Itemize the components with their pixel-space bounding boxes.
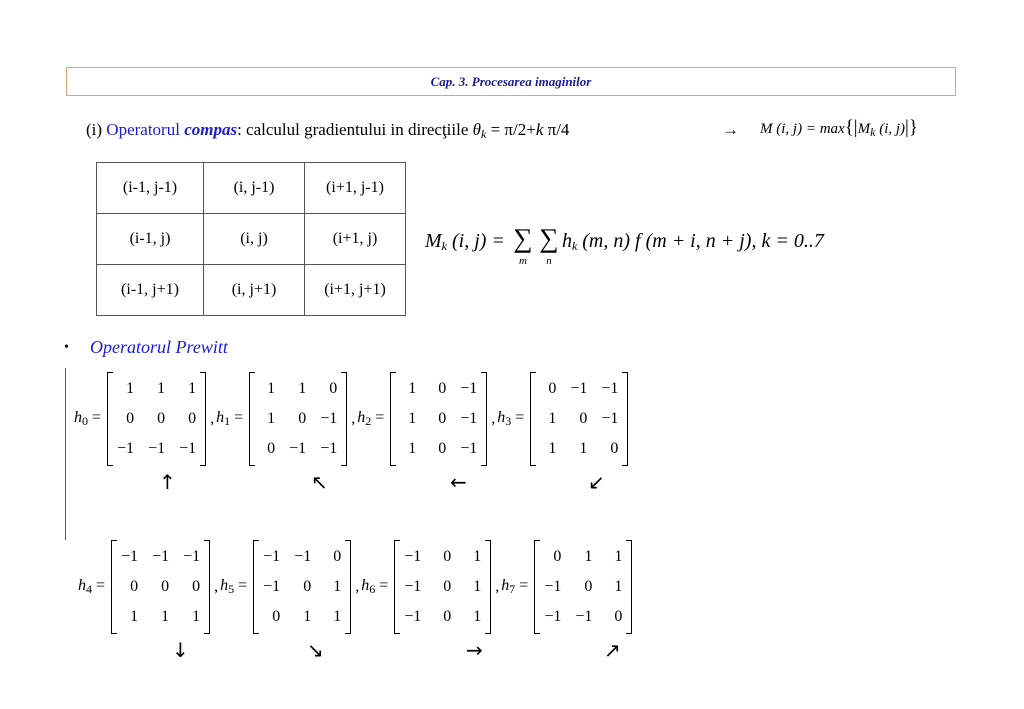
- matrix-cell: 0: [329, 380, 338, 397]
- intro-k-var: k: [535, 120, 544, 139]
- matrix-separator: ,: [355, 578, 360, 595]
- arrow-left-icon: ←: [450, 470, 467, 494]
- matrix-label-sub: 3: [505, 414, 512, 428]
- matrix-cell: 1: [408, 440, 417, 457]
- matrix-label-name: h: [74, 409, 82, 426]
- matrix-cell: −1: [601, 410, 619, 427]
- neighborhood-table: [96, 162, 406, 316]
- matrix-label-sub: 1: [224, 414, 231, 428]
- matrix-cell: 0: [438, 380, 447, 397]
- matrix-separator: ,: [495, 578, 500, 595]
- matrix-cell: −1: [320, 410, 338, 427]
- matrix-cell: 0: [298, 410, 307, 427]
- matrix-label: [78, 577, 105, 597]
- table-cell: (i, j-1): [204, 163, 305, 214]
- matrix-equals: =: [511, 409, 525, 426]
- matrix-cell: 0: [303, 578, 312, 595]
- matrix-cell: 1: [126, 380, 135, 397]
- matrix-label-sub: 6: [369, 582, 376, 596]
- matrix-label-sub: 4: [86, 582, 92, 596]
- max-formula-m: M: [857, 121, 871, 137]
- matrix-label-sub: 0: [82, 414, 88, 428]
- matrix-cell: 0: [157, 410, 166, 427]
- matrix-cell: −1: [183, 548, 201, 565]
- matrix-cell: 0: [333, 548, 342, 565]
- matrix-row-bottom: [78, 540, 632, 634]
- vertical-divider: [65, 368, 66, 540]
- matrix-cell: 0: [438, 410, 447, 427]
- matrix-label-name: h: [220, 577, 229, 594]
- matrix-equals: =: [375, 577, 389, 594]
- intro-operator-word: Operatorul: [106, 120, 185, 139]
- matrix-label-sub: 5: [228, 582, 235, 596]
- matrix-cell: −1: [544, 578, 562, 595]
- table-cell: (i+1, j+1): [305, 265, 406, 316]
- matrix-cell: −1: [320, 440, 338, 457]
- arrow-up-right-icon: ↗: [604, 638, 621, 662]
- table-cell: (i, j): [204, 214, 305, 265]
- matrix-equals: =: [88, 409, 102, 426]
- matrix-cell: −1: [575, 608, 593, 625]
- matrix-cell: −1: [460, 440, 478, 457]
- arrow-down-icon: ↓: [172, 638, 189, 662]
- prewitt-title: Operatorul Prewitt: [90, 337, 228, 357]
- matrix-cell: 1: [408, 410, 417, 427]
- matrix-cell: −1: [404, 608, 422, 625]
- sum-m: [510, 223, 536, 267]
- matrix-cell: 0: [614, 608, 623, 625]
- matrix-equals: =: [515, 577, 529, 594]
- mk-m-sub: k: [441, 239, 447, 253]
- matrix-label-name: h: [216, 409, 225, 426]
- matrix-label-sub: 7: [509, 582, 516, 596]
- matrix-h3: [530, 372, 628, 466]
- mk-h-sub: k: [571, 239, 578, 253]
- max-formula: [760, 117, 918, 140]
- table-cell: (i-1, j): [97, 214, 204, 265]
- matrix-cell: −1: [289, 440, 307, 457]
- intro-theta: θ: [472, 120, 481, 139]
- matrix-h5: [253, 540, 351, 634]
- matrix-h1: [249, 372, 347, 466]
- arrow-right-icon: →: [466, 638, 483, 662]
- table-row: [97, 265, 406, 316]
- matrix-row-top: [74, 372, 628, 466]
- matrix-cell: 1: [579, 440, 588, 457]
- matrix-cell: −1: [294, 548, 312, 565]
- matrix-cell: 0: [548, 380, 557, 397]
- matrix-cell: −1: [148, 440, 166, 457]
- matrix-cell: 1: [267, 410, 276, 427]
- matrix-cell: 1: [548, 440, 557, 457]
- matrix-cell: −1: [570, 380, 588, 397]
- matrix-cell: 1: [161, 608, 170, 625]
- matrix-cell: 1: [614, 548, 623, 565]
- matrix-separator: ,: [214, 578, 219, 595]
- matrix-label-sub: 2: [365, 414, 372, 428]
- sum-n: [536, 223, 562, 267]
- matrix-label-name: h: [501, 577, 510, 594]
- matrix-cell: 1: [548, 410, 557, 427]
- matrix-cell: −1: [601, 380, 619, 397]
- matrix-cell: 1: [333, 608, 342, 625]
- matrix-label-name: h: [497, 409, 506, 426]
- max-formula-args: (i, j): [875, 121, 906, 137]
- matrix-cell: 1: [614, 578, 623, 595]
- arrow-up-left-icon: ↖: [311, 470, 328, 494]
- matrix-cell: −1: [117, 440, 135, 457]
- matrix-cell: 1: [130, 608, 139, 625]
- matrix-label: [357, 409, 384, 429]
- matrix-cell: 1: [473, 548, 482, 565]
- arrow-right-icon: →: [722, 120, 739, 139]
- sum-symbol-n: ∑: [539, 223, 559, 253]
- matrix-cell: 1: [157, 380, 166, 397]
- matrix-cell: 1: [333, 578, 342, 595]
- matrix-equals: =: [371, 409, 385, 426]
- matrix-cell: 0: [443, 608, 452, 625]
- table-cell: (i+1, j): [305, 214, 406, 265]
- mk-rest: (m, n) f (m + i, n + j), k = 0..7: [577, 230, 824, 252]
- mk-formula: [425, 223, 824, 267]
- matrix-cell: 0: [267, 440, 276, 457]
- matrix-cell: 0: [443, 548, 452, 565]
- max-formula-open: {|: [844, 117, 858, 138]
- header-title: Cap. 3. Procesarea imaginilor: [430, 73, 592, 89]
- sum-symbol-m: ∑: [513, 223, 533, 253]
- matrix-h4: [111, 540, 210, 634]
- header-box: [66, 67, 956, 96]
- table-row: [97, 214, 406, 265]
- matrix-label-name: h: [357, 409, 366, 426]
- matrix-cell: 1: [408, 380, 417, 397]
- matrix-equals: =: [234, 577, 248, 594]
- matrix-h6: [394, 540, 491, 634]
- matrix-equals: =: [92, 577, 106, 594]
- intro-rest: : calculul gradientului in direcţiile: [237, 120, 473, 139]
- matrix-cell: 0: [161, 578, 170, 595]
- matrix-label: [216, 409, 243, 429]
- intro-prefix: (i): [86, 120, 107, 139]
- max-formula-lhs: M (i, j) = max: [760, 121, 845, 137]
- arrow-up-icon: ↑: [159, 470, 176, 494]
- matrix-cell: −1: [152, 548, 170, 565]
- matrix-cell: −1: [460, 410, 478, 427]
- max-formula-close: |}: [905, 117, 918, 138]
- matrix-h0: [107, 372, 206, 466]
- matrix-label: [74, 409, 101, 429]
- intro-eq-mid: = π/2+: [486, 120, 536, 139]
- matrix-cell: −1: [460, 380, 478, 397]
- sum-index-m: m: [518, 255, 527, 267]
- matrix-cell: 0: [443, 578, 452, 595]
- table-cell: (i+1, j-1): [305, 163, 406, 214]
- table-cell: (i, j+1): [204, 265, 305, 316]
- matrix-cell: −1: [121, 548, 139, 565]
- matrix-equals: =: [230, 409, 244, 426]
- matrix-cell: 0: [584, 578, 593, 595]
- matrix-cell: 0: [130, 578, 139, 595]
- matrix-cell: −1: [404, 548, 422, 565]
- bullet-icon: •: [64, 340, 69, 355]
- matrix-cell: 0: [610, 440, 619, 457]
- table-row: [97, 163, 406, 214]
- matrix-cell: −1: [179, 440, 197, 457]
- intro-eq-end: π/4: [543, 120, 570, 139]
- matrix-cell: 0: [272, 608, 281, 625]
- matrix-cell: −1: [544, 608, 562, 625]
- matrix-cell: −1: [404, 578, 422, 595]
- matrix-cell: −1: [263, 548, 281, 565]
- matrix-label-name: h: [361, 577, 370, 594]
- matrix-cell: 0: [192, 578, 201, 595]
- intro-line: [86, 120, 569, 142]
- matrix-cell: 0: [126, 410, 135, 427]
- matrix-label: [220, 577, 247, 597]
- intro-theta-sub: k: [481, 127, 487, 141]
- mk-m: M: [425, 230, 442, 252]
- mk-args: (i, j) =: [447, 230, 510, 252]
- arrow-down-right-icon: ↘: [307, 638, 324, 662]
- matrix-cell: 1: [303, 608, 312, 625]
- sum-index-n: n: [546, 255, 552, 267]
- matrix-cell: 1: [267, 380, 276, 397]
- matrix-cell: 1: [584, 548, 593, 565]
- max-formula-sub: k: [870, 125, 876, 139]
- table-cell: (i-1, j-1): [97, 163, 204, 214]
- mk-h: h: [561, 230, 572, 252]
- matrix-cell: 1: [192, 608, 201, 625]
- table-cell: (i-1, j+1): [97, 265, 204, 316]
- matrix-cell: 0: [438, 440, 447, 457]
- matrix-separator: ,: [210, 410, 215, 427]
- matrix-label-name: h: [78, 577, 86, 594]
- matrix-cell: 1: [298, 380, 307, 397]
- matrix-label: [501, 577, 528, 597]
- matrix-cell: 0: [188, 410, 197, 427]
- matrix-cell: 0: [553, 548, 562, 565]
- matrix-cell: −1: [263, 578, 281, 595]
- matrix-cell: 0: [579, 410, 588, 427]
- matrix-cell: 1: [473, 608, 482, 625]
- matrix-h2: [390, 372, 487, 466]
- matrix-cell: 1: [473, 578, 482, 595]
- matrix-separator: ,: [351, 410, 356, 427]
- matrix-label: [497, 409, 524, 429]
- arrow-down-left-icon: ↙: [588, 470, 605, 494]
- intro-compas-word: compas: [184, 120, 238, 139]
- matrix-label: [361, 577, 388, 597]
- matrix-cell: 1: [188, 380, 197, 397]
- matrix-h7: [534, 540, 632, 634]
- matrix-separator: ,: [491, 410, 496, 427]
